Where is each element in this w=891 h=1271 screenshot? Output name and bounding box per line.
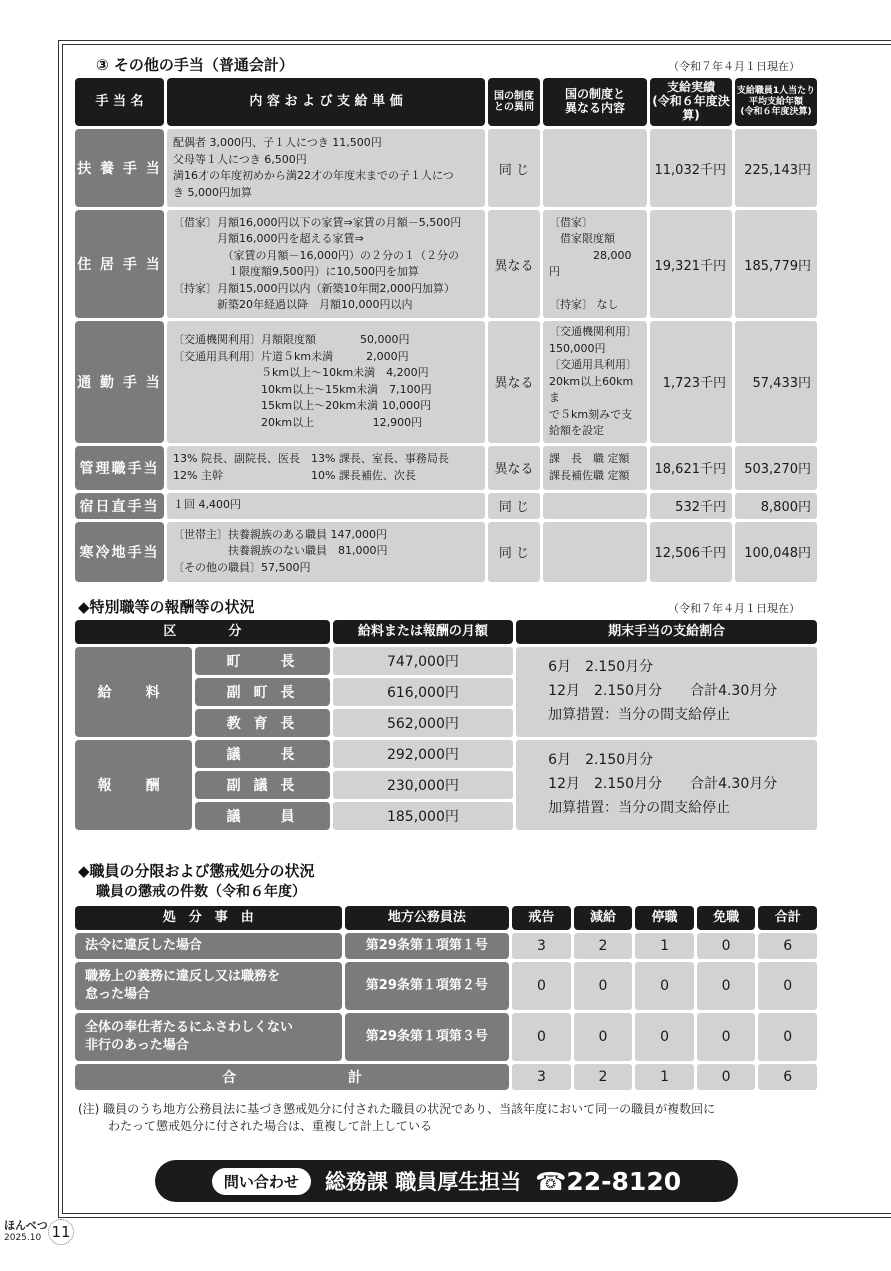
actual-payment: 11,032千円	[650, 129, 732, 207]
publication-brand: ほんべつ	[4, 1219, 48, 1232]
diff-from-national: 〔借家〕 借家限度額 28,000円 〔持家〕 なし	[543, 210, 647, 318]
total-count-warning: 3	[512, 1064, 571, 1090]
allowance-name: 扶 養 手 当	[75, 129, 164, 207]
allowance-content: 13% 院長、副院長、医長 13% 課長、室長、事務局長 12% 主幹 10% 課長補佐、次長	[167, 446, 485, 490]
diff-from-national: 〔交通機関利用〕 150,000円 〔交通用具利用〕 20km以上60kmま で５km刻みで支 給額を設定	[543, 321, 647, 443]
position-name: 副 議 長	[195, 771, 329, 799]
header-law: 地方公務員法	[345, 906, 510, 930]
section1-title: ③ その他の手当（普通会計）	[96, 56, 294, 74]
header-pay-cut: 減給	[574, 906, 633, 930]
law-article: 第29条第１項第３号	[345, 1013, 510, 1061]
position-name: 議 員	[195, 802, 329, 830]
header-same-as-national: 国の制度 との異同	[488, 78, 540, 126]
same-as-national: 異なる	[488, 210, 540, 318]
count-dismissal: 0	[697, 1013, 756, 1061]
allowance-content: 〔借家〕月額16,000円以下の家賃⇒家賃の月額－5,500円 月額16,000円を超える家賃⇒ （家賃の月額－16,000円）の２分の１（２分の １限度額9,500円）に10,500円を加算 〔持家〕月額15,000円以内（新築10年間2,000円加算） 新築20年経過以降 月額10,000円以内	[167, 210, 485, 318]
allowance-row	[75, 129, 817, 207]
count-warning: 0	[512, 1013, 571, 1061]
actual-payment: 1,723千円	[650, 321, 732, 443]
average-annual: 503,270円	[735, 446, 817, 490]
table-header-row	[75, 620, 817, 644]
position-name: 議 長	[195, 740, 329, 768]
monthly-amount: 230,000円	[333, 771, 513, 799]
table-header-row	[75, 906, 817, 930]
section3-title: ◆職員の分限および懲戒処分の状況	[78, 862, 315, 880]
special-positions-pay-table	[72, 617, 820, 833]
monthly-amount: 185,000円	[333, 802, 513, 830]
total-row	[75, 1064, 817, 1090]
average-annual: 8,800円	[735, 493, 817, 519]
diff-from-national	[543, 129, 647, 207]
monthly-amount: 292,000円	[333, 740, 513, 768]
bonus-ratio	[516, 647, 817, 737]
footnote-line-1: (注) 職員のうち地方公務員法に基づき懲戒処分に付された職員の状況であり、当該年度において同一の職員が複数回に	[78, 1102, 716, 1116]
average-annual: 57,433円	[735, 321, 817, 443]
contact-phone[interactable]: ☎22-8120	[535, 1166, 682, 1196]
header-reason: 処 分 事 由	[75, 906, 342, 930]
page-number: 11	[48, 1219, 74, 1245]
header-suspension: 停職	[635, 906, 694, 930]
count-dismissal: 0	[697, 933, 756, 959]
allowance-content: 〔世帯主〕扶養親族のある職員 147,000円 扶養親族のない職員 81,000円 〔その他の職員〕57,500円	[167, 522, 485, 582]
allowance-row	[75, 321, 817, 443]
allowance-name: 宿日直手当	[75, 493, 164, 519]
allowance-name: 管理職手当	[75, 446, 164, 490]
contact-banner	[155, 1160, 738, 1202]
header-allowance-name: 手 当 名	[75, 78, 164, 126]
pay-group-label: 報 酬	[75, 740, 192, 830]
header-category: 区 分	[75, 620, 330, 644]
count-total: 0	[758, 1013, 817, 1061]
bonus-line: 加算措置：当分の間支給停止	[548, 799, 731, 816]
disciplinary-actions-table	[72, 903, 820, 1093]
same-as-national: 同 じ	[488, 493, 540, 519]
same-as-national: 異なる	[488, 321, 540, 443]
allowance-name: 住 居 手 当	[75, 210, 164, 318]
diff-from-national	[543, 522, 647, 582]
total-count-dismissal: 0	[697, 1064, 756, 1090]
footnote-line-2: わたって懲戒処分に付された場合は、重複して計上している	[108, 1119, 433, 1134]
count-warning: 0	[512, 962, 571, 1010]
position-name: 教 育 長	[195, 709, 329, 737]
count-pay-cut: 0	[574, 1013, 633, 1061]
count-pay-cut: 2	[574, 933, 633, 959]
actual-payment: 12,506千円	[650, 522, 732, 582]
same-as-national: 同 じ	[488, 522, 540, 582]
bonus-ratio	[516, 740, 817, 830]
discipline-reason: 法令に違反した場合	[75, 933, 342, 959]
contact-label: 問い合わせ	[212, 1168, 311, 1195]
average-annual: 225,143円	[735, 129, 817, 207]
allowance-row	[75, 522, 817, 582]
allowance-content: １回 4,400円	[167, 493, 485, 519]
count-suspension: 0	[635, 1013, 694, 1061]
monthly-amount: 616,000円	[333, 678, 513, 706]
header-monthly-amount: 給料または報酬の月額	[333, 620, 513, 644]
actual-payment: 532千円	[650, 493, 732, 519]
section1-as-of: （令和７年４月１日現在）	[668, 60, 800, 73]
bonus-line: 12月 2.150月分 合計4.30月分	[548, 776, 778, 793]
table-header-row	[75, 78, 817, 126]
bonus-line: 6月 2.150月分	[548, 752, 654, 769]
discipline-row	[75, 1013, 817, 1061]
header-dismissal: 免職	[697, 906, 756, 930]
allowance-row	[75, 493, 817, 519]
discipline-reason: 全体の奉仕者たるにふさわしくない 非行のあった場合	[75, 1013, 342, 1061]
position-name: 副 町 長	[195, 678, 329, 706]
same-as-national: 異なる	[488, 446, 540, 490]
average-annual: 100,048円	[735, 522, 817, 582]
pay-row	[75, 740, 817, 768]
allowance-row	[75, 446, 817, 490]
allowance-name: 寒冷地手当	[75, 522, 164, 582]
same-as-national: 同 じ	[488, 129, 540, 207]
header-bonus-ratio: 期末手当の支給割合	[516, 620, 817, 644]
allowance-name: 通 勤 手 当	[75, 321, 164, 443]
allowance-content: 配偶者 3,000円、子１人につき 11,500円 父母等１人につき 6,500円 満16才の年度初めから満22才の年度末までの子１人につ き 5,000円加算	[167, 129, 485, 207]
header-content: 内 容 お よ び 支 給 単 価	[167, 78, 485, 126]
discipline-reason: 職務上の義務に違反し又は職務を 怠った場合	[75, 962, 342, 1010]
average-annual: 185,779円	[735, 210, 817, 318]
count-warning: 3	[512, 933, 571, 959]
header-actual-payment: 支給実績 (令和６年度決算)	[650, 78, 732, 126]
monthly-amount: 562,000円	[333, 709, 513, 737]
pay-group-label: 給 料	[75, 647, 192, 737]
header-diff-from-national: 国の制度と 異なる内容	[543, 78, 647, 126]
count-suspension: 0	[635, 962, 694, 1010]
total-count-suspension: 1	[635, 1064, 694, 1090]
actual-payment: 19,321千円	[650, 210, 732, 318]
bonus-line: 6月 2.150月分	[548, 659, 654, 676]
footnote	[78, 1101, 818, 1136]
monthly-amount: 747,000円	[333, 647, 513, 675]
publication-date: 2025.10	[4, 1233, 42, 1243]
discipline-row	[75, 933, 817, 959]
diff-from-national	[543, 493, 647, 519]
other-allowances-table	[72, 75, 820, 585]
bonus-line: 12月 2.150月分 合計4.30月分	[548, 683, 778, 700]
law-article: 第29条第１項第２号	[345, 962, 510, 1010]
count-dismissal: 0	[697, 962, 756, 1010]
header-warning: 戒告	[512, 906, 571, 930]
pay-row	[75, 647, 817, 675]
total-count-pay-cut: 2	[574, 1064, 633, 1090]
position-name: 町 長	[195, 647, 329, 675]
count-suspension: 1	[635, 933, 694, 959]
total-count-total: 6	[758, 1064, 817, 1090]
section2-as-of: （令和７年４月１日現在）	[668, 602, 800, 615]
total-label: 合 計	[75, 1064, 509, 1090]
header-total: 合計	[758, 906, 817, 930]
actual-payment: 18,621千円	[650, 446, 732, 490]
section2-title: ◆特別職等の報酬等の状況	[78, 598, 255, 616]
section3-subtitle: 職員の懲戒の件数（令和６年度）	[96, 884, 306, 900]
count-total: 6	[758, 933, 817, 959]
diff-from-national: 課 長 職 定額 課長補佐職 定額	[543, 446, 647, 490]
count-pay-cut: 0	[574, 962, 633, 1010]
bonus-line: 加算措置：当分の間支給停止	[548, 706, 731, 723]
count-total: 0	[758, 962, 817, 1010]
law-article: 第29条第１項第１号	[345, 933, 510, 959]
allowance-row	[75, 210, 817, 318]
header-average-annual: 支給職員1人当たり 平均支給年額 (令和６年度決算)	[735, 78, 817, 126]
allowance-content: 〔交通機関利用〕月額限度額 50,000円 〔交通用具利用〕片道５km未満 2,000円 ５km以上～10km未満 4,200円 10km以上～15km未満 7,100円 15km以上～20km未満 10,000円 20km以上 12,900円	[167, 321, 485, 443]
discipline-row	[75, 962, 817, 1010]
contact-department: 総務課 職員厚生担当	[324, 1170, 522, 1194]
